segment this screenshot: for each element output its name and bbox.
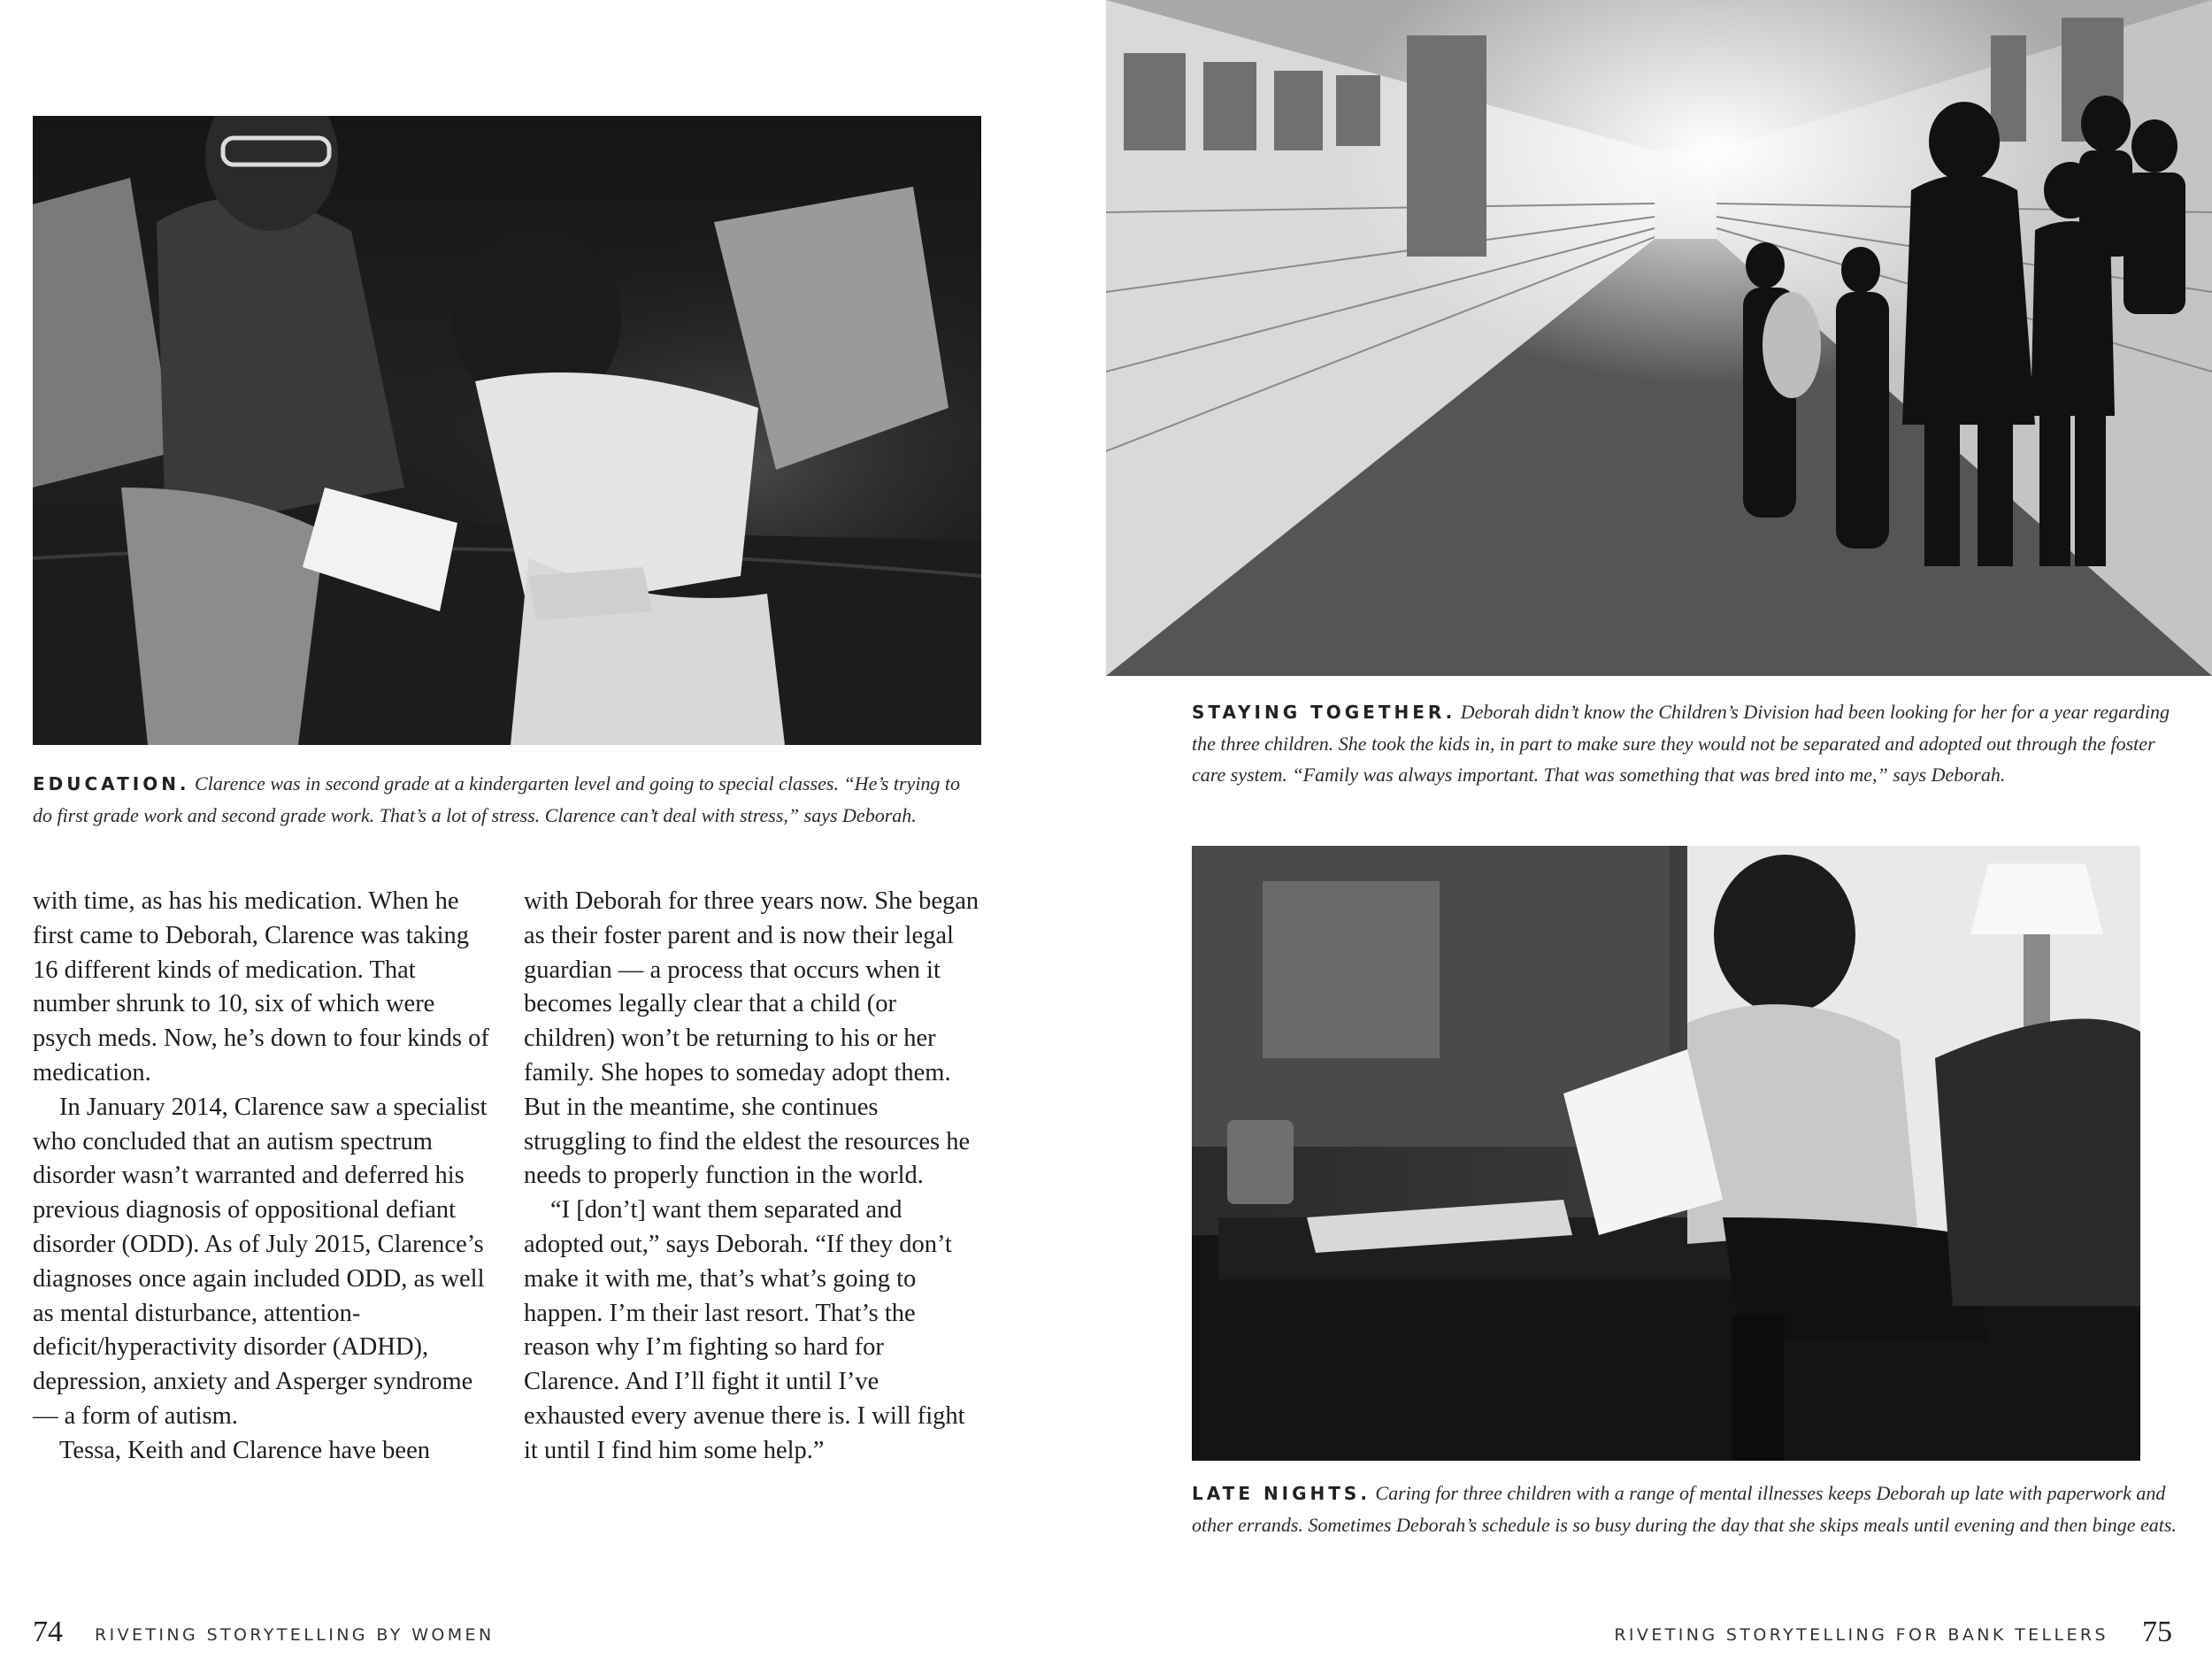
staying-together-photo bbox=[1106, 0, 2212, 676]
page-number: 75 bbox=[2142, 1616, 2172, 1648]
education-photo bbox=[33, 116, 981, 745]
paragraph: Tessa, Keith and Clarence have been bbox=[59, 1436, 430, 1464]
running-head: RIVETING STORYTELLING FOR BANK TELLERS bbox=[1614, 1625, 2108, 1645]
paragraph: with Deborah for three years now. She began as their foster parent and is now their legal guardian — a process that occurs when it becomes legally clear that a child (or children) won’t be returning to his or her family. She hopes to someday adopt them. But in the meantime, she continues struggling to find the eldest the resources he needs to properly function in the world. bbox=[524, 887, 979, 1190]
caption-label: EDUCATION. bbox=[33, 773, 190, 794]
school-hallway-image bbox=[1106, 0, 2212, 676]
mother-son-reading-image bbox=[33, 116, 981, 745]
paperwork-living-room-image bbox=[1192, 846, 2140, 1461]
caption-label: LATE NIGHTS. bbox=[1192, 1483, 1371, 1504]
late-nights-photo bbox=[1192, 846, 2140, 1461]
education-caption bbox=[33, 768, 984, 831]
paragraph: “I [don’t] want them separated and adopted out,” says Deborah. “If they don’t make it with me, that’s what’s going to happen. I’m their last resort. That’s the reason why I’m fighting so hard for Clarence. And I’ll fight it until I’ve exhausted every avenue there is. I will fight it until I find him some help.” bbox=[524, 1196, 965, 1464]
staying-together-caption bbox=[1192, 696, 2183, 790]
body-column-1 bbox=[33, 885, 497, 1469]
caption-label: STAYING TOGETHER. bbox=[1192, 702, 1456, 723]
body-column-2 bbox=[524, 885, 984, 1469]
page-number: 74 bbox=[33, 1616, 63, 1648]
caption-text: Caring for three children with a range of mental illnesses keeps Deborah up late with paperwork and other errands. Sometimes Deborah’s schedule is so busy during the day that she skips meals until evening and then binge eats. bbox=[1192, 1482, 2177, 1536]
paragraph: with time, as has his medication. When he first came to Deborah, Clarence was taking 16 different kinds of medication. That number shrunk to 10, six of which were psych meds. Now, he’s down to four kinds of medication. bbox=[33, 887, 489, 1086]
caption-text: Clarence was in second grade at a kindergarten level and going to special classes. “He’s trying to do first grade work and second grade work. That’s a lot of stress. Clarence can’t deal with stress,” says Deborah. bbox=[33, 772, 961, 826]
paragraph: In January 2014, Clarence saw a specialist who concluded that an autism spectrum disorder wasn’t warranted and deferred his previous diagnosis of oppositional defiant disorder (ODD). As of July 2015, Clarence’s diagnoses once again included ODD, as well as mental disturbance, attention-deficit/hyperactivity disorder (ADHD), depression, anxiety and Asperger syndrome — a form of autism. bbox=[33, 1093, 488, 1430]
right-page bbox=[1106, 0, 2212, 1658]
running-head: RIVETING STORYTELLING BY WOMEN bbox=[95, 1625, 495, 1645]
caption-text: Deborah didn’t know the Children’s Division had been looking for her for a year regarding the three children. She took the kids in, in part to make sure they would not be separated and adopted out through the foster care system. “Family was always important. That was something that was bred into me,” says Deborah. bbox=[1192, 701, 2170, 786]
late-nights-caption bbox=[1192, 1478, 2183, 1540]
